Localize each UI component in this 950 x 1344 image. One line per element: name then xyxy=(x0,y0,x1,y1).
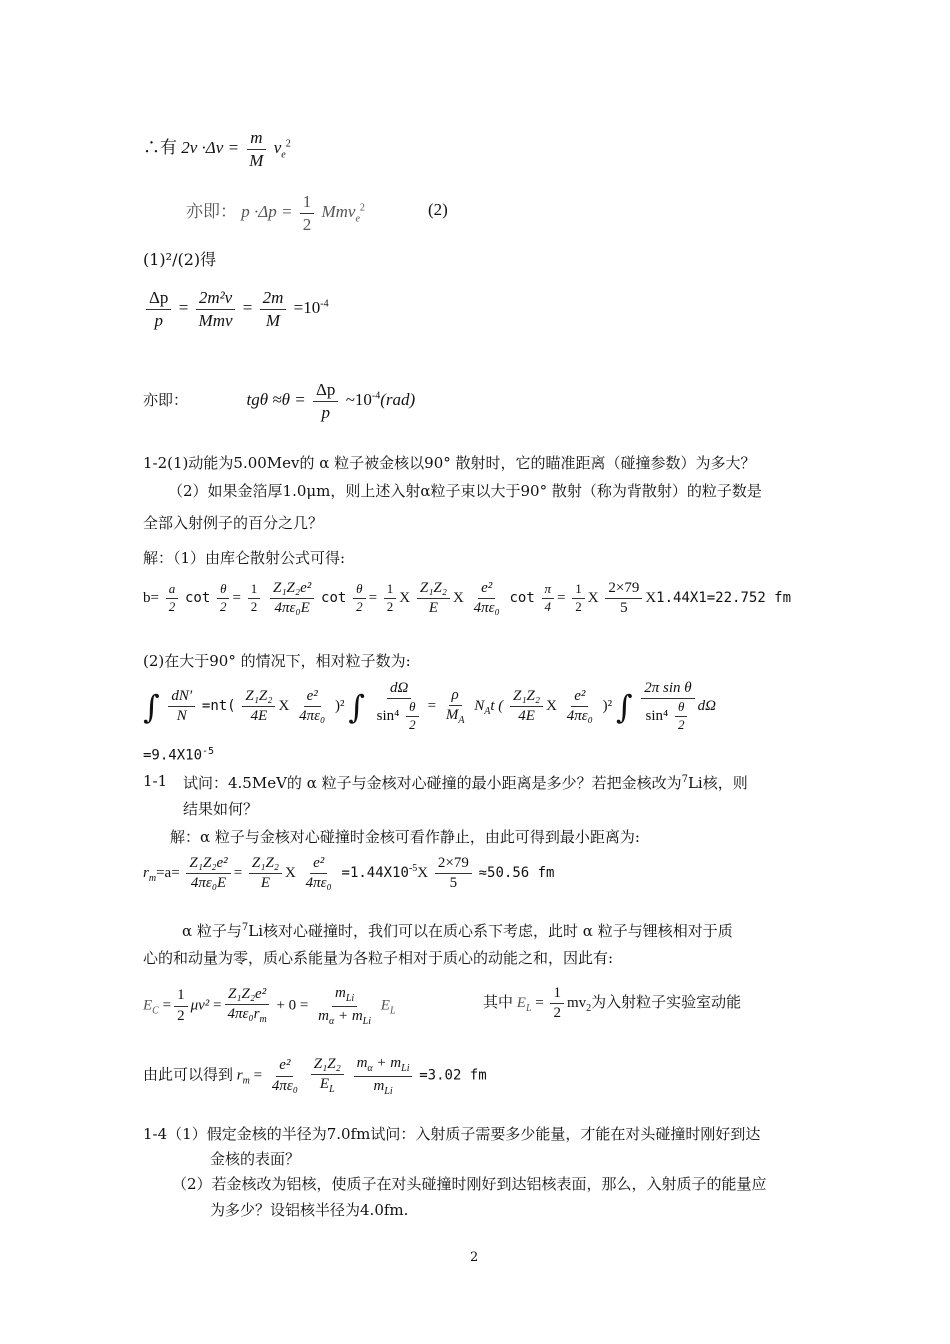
q12-line1: 1-2(1)动能为5.00Mev的 α 粒子被金核以90° 散射时，它的瞄准距离（碰撞参数）为多大？ xyxy=(143,454,756,472)
q14-line3: （2）若金核改为铝核，使质子在对头碰撞时刚好到达铝核表面，那么，入射质子的能量应 xyxy=(172,1175,767,1193)
result-9-4: $=9.4X10^{-5}$ xyxy=(143,746,215,764)
fraction-m-over-M: $\frac{m}{M}$ xyxy=(246,128,266,170)
q14-line2: 金核的表面？ xyxy=(210,1150,301,1168)
equation-Ec-where: 其中 $E_L$ = $\frac{1}{2}$ $mv_2$为入射粒子实验室动能 xyxy=(483,985,742,1022)
q11-solution: 解：α 粒子与金核对心碰撞时金核可看作静止，由此可得到最小距离为: xyxy=(170,828,640,846)
li-paragraph-line1: α 粒子与$^7$Li核对心碰撞时，我们可以在质心系下考虑，此时 α 粒子与锂核相对于质 xyxy=(182,922,733,940)
integral-sign: ∫ xyxy=(143,687,160,726)
equation-number-2: (2) xyxy=(428,200,448,219)
equation-rm2: 由此可以得到 $r_m$ = $\frac{\text{e²}}{\text{4πε₀}}$ $\frac{\text{Z₁Z₂}}{E_L}$ $\frac{m_\alpha + m_{Li}}{m_{Li}}$ =3.02 fm xyxy=(143,1055,487,1097)
q11-number: 1-1 xyxy=(143,772,168,790)
equation-yiji-2: 亦即： tgθ ≈θ = $\frac{\Delta p}{p}$ $\sim 10^{-4}(rad)$ xyxy=(143,380,416,422)
fraction-half: $\frac{1}{2}$ xyxy=(300,192,315,234)
equation-ratio: $\frac{\Delta p}{p}$ = $\frac{\text{2m²v}}{\text{Mmv}}$ = $\frac{2m}{M}$ $=10^{-4}$ xyxy=(143,288,329,330)
q12-solution-1: 解：（1）由库仑散射公式可得: xyxy=(143,549,346,567)
q12-line3: 全部入射例子的百分之几？ xyxy=(143,514,324,532)
eq-prefix: ∴有 xyxy=(143,137,177,157)
page-number: 2 xyxy=(470,1250,479,1265)
q12-solution-2: (2)在大于90° 的情况下，相对粒子数为: xyxy=(143,652,411,670)
ratio-caption: (1)²/(2)得 xyxy=(143,250,217,269)
equation-Ec: $E_C$ = $\frac{1}{2}$ μv² = $\frac{\text{Z₁Z₂e²}}{4\pi\varepsilon_0r_m}$ + 0 = $\frac{m_{Li}}{m_\alpha + m_{Li}}$ $E_L$ xyxy=(143,985,396,1027)
equation-b: b= $\frac{a}{2}$ cot $\frac{\theta}{2}$ = $\frac{1}{2}$ $\frac{\text{Z₁Z₂e²}}{\text{4πε₀E}}$ cot $\frac{\theta}{2}$ = $\frac{1}{2}$ X $\frac{\text{Z₁Z₂}}{E}$ X $\frac{\text{e²}}{\text{4πε₀}}$ cot $\frac{\pi}{4}$ = $\frac{1}{2}$ X $\frac{2\times 79}{5}$ X1.44X1=22.752 fm xyxy=(143,580,792,617)
integral-sign: ∫ xyxy=(348,687,365,726)
equation-rm: $r_m=a=$ $\frac{\text{Z₁Z₂e²}}{\text{4πε₀E}}$ = $\frac{\text{Z₁Z₂}}{E}$ X $\frac{\text{e²}}{\text{4πε₀}}$ $=1.44X10^{-5}X$ $\frac{2\times 79}{5}$ ≈50.56 fm xyxy=(143,855,555,892)
eq-lhs: 2v ·Δv = xyxy=(181,137,240,157)
q11-line2: 结果如何？ xyxy=(183,800,259,818)
q14-line4: 为多少？设铝核半径为4.0fm. xyxy=(210,1201,409,1219)
integral-sign: ∫ xyxy=(615,687,633,726)
equation-yiji-1: 亦即： p ·Δp = $\frac{1}{2}$ Mmv$_e^2$ xyxy=(186,192,365,234)
q11-line1: 试问：4.5MeV的 α 粒子与金核对心碰撞的最小距离是多少？若把金核改为$^7$Li核，则 xyxy=(183,774,748,792)
li-paragraph-line2: 心的和动量为零，质心系能量为各粒子相对于质心的动能之和，因此有: xyxy=(143,949,614,967)
q14-line1: 1-4（1）假定金核的半径为7.0fm试问：入射质子需要多少能量，才能在对头碰撞时刚好到达 xyxy=(143,1125,761,1143)
q12-line2: （2）如果金箔厚1.0μm，则上述入射α粒子束以大于90° 散射（称为背散射）的粒子数是 xyxy=(168,482,762,500)
equation-therefore: ∴有 2v ·Δv = $\frac{m}{M}$ $v_e^2$ xyxy=(143,128,291,170)
equation-dN: ∫ $\frac{dN'}{N}$ =nt( $\frac{\text{Z₁Z₂}}{4E}$ X $\frac{\text{e²}}{\text{4πε₀}}$ )² ∫ dΩ sin⁴ $\frac{\theta}{2}$ = $\frac{\rho}{M_A}$ $N_At$ ( $\frac{\text{Z₁Z₂}}{4E}$ X $\frac{\text{e²}}{\text{4πε₀}}$ )² ∫ 2π sin θ sin⁴ $\frac{\theta}{2}$ dΩ xyxy=(143,680,717,733)
